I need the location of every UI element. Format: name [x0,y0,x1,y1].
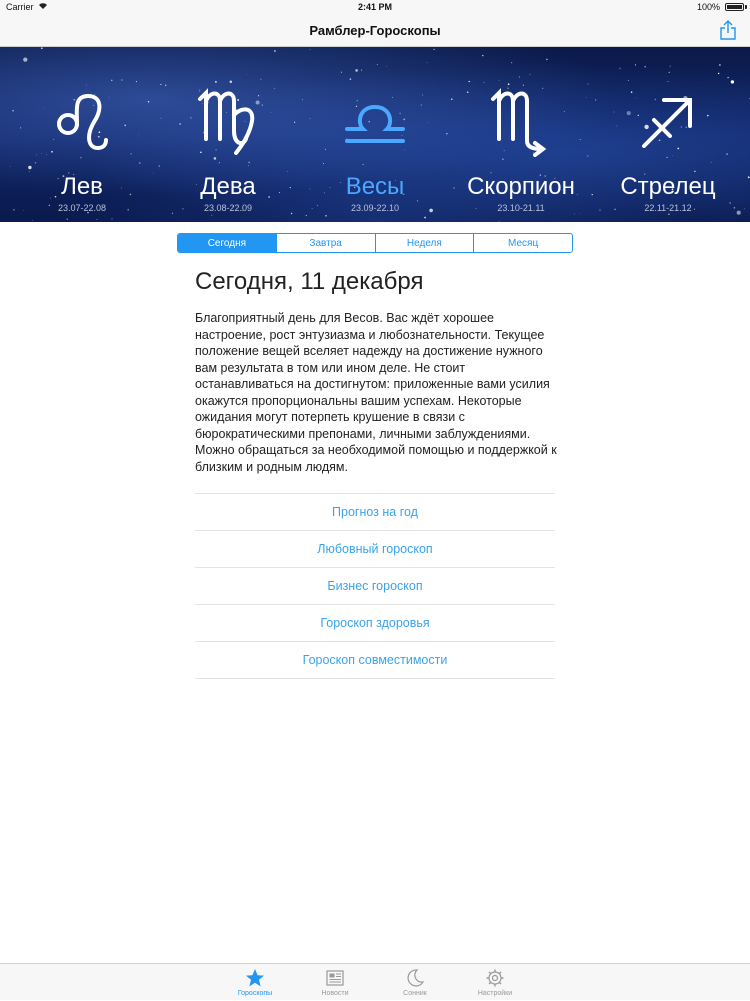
tab-label: Сонник [375,990,455,997]
sign-dates: 23.08-22.09 [153,203,303,213]
scorpio-icon [446,87,596,157]
gear-icon [485,968,505,988]
tab-label: Настройки [455,990,535,997]
period-today[interactable]: Сегодня [178,234,276,252]
sign-name: Дева [153,173,303,201]
forecast-heading: Сегодня, 11 декабря [195,268,423,296]
tab-label: Новости [295,990,375,997]
period-month[interactable]: Месяц [473,234,572,252]
horoscope-links [195,493,555,679]
star [748,176,750,178]
link-year-forecast[interactable]: Прогноз на год [195,493,555,530]
sign-dates: 23.09-22.10 [300,203,450,213]
status-time: 2:41 PM [0,2,750,12]
sign-name: Скорпион [446,173,596,201]
tab-bar [0,963,750,1000]
link-business-horoscope[interactable]: Бизнес гороскоп [195,567,555,604]
sign-dates: 23.10-21.11 [446,203,596,213]
libra-icon [300,87,450,157]
newspaper-icon [325,968,345,988]
zodiac-carousel[interactable] [0,47,750,222]
battery-percent: 100% [697,2,720,12]
sign-scorpio[interactable] [446,47,596,222]
virgo-icon [153,87,303,157]
link-health-horoscope[interactable]: Гороскоп здоровья [195,604,555,641]
sign-name: Лев [7,173,157,201]
forecast-text: Благоприятный день для Весов. Вас ждёт хорошее настроение, рост энтузиазма и любознательности. Текущее положение вещей вселяет надежду на достижение нужного вам результата в том или ином деле. Не стоит останавливаться на достигнутом: приложенные вами усилия окажутся пропорциональны вашим успехам. Некоторые ожидания могут потерпеть крушение в связи с бюрократическими препонами, личными заблуждениями. Можно обращаться за необходимой помощью и поддержкой к близким и родным людям. [195,310,560,475]
sagittarius-icon [593,87,743,157]
share-icon[interactable] [718,19,738,41]
tab-news[interactable] [295,964,375,1001]
app-title: Рамблер-Гороскопы [0,23,750,38]
sign-sagittarius[interactable] [593,47,743,222]
tab-settings[interactable] [455,964,535,1001]
star [744,208,745,209]
tab-horoscopes[interactable] [215,964,295,1001]
battery-icon [725,3,744,11]
period-tomorrow[interactable]: Завтра [276,234,375,252]
period-week[interactable]: Неделя [375,234,474,252]
moon-icon [405,968,425,988]
tab-label: Гороскопы [215,990,295,997]
navigation-bar [0,14,750,47]
link-compatibility-horoscope[interactable]: Гороскоп совместимости [195,641,555,679]
sign-name: Весы [300,173,450,201]
sign-libra[interactable] [300,47,450,222]
status-bar [0,0,750,14]
star-icon [245,968,265,988]
sign-dates: 23.07-22.08 [7,203,157,213]
sign-dates: 22.11-21.12 [593,203,743,213]
link-love-horoscope[interactable]: Любовный гороскоп [195,530,555,567]
carrier-label: Carrier [6,2,34,12]
sign-leo[interactable] [7,47,157,222]
period-selector [177,233,573,253]
sign-name: Стрелец [593,173,743,201]
leo-icon [7,87,157,157]
tab-dreambook[interactable] [375,964,455,1001]
sign-virgo[interactable] [153,47,303,222]
